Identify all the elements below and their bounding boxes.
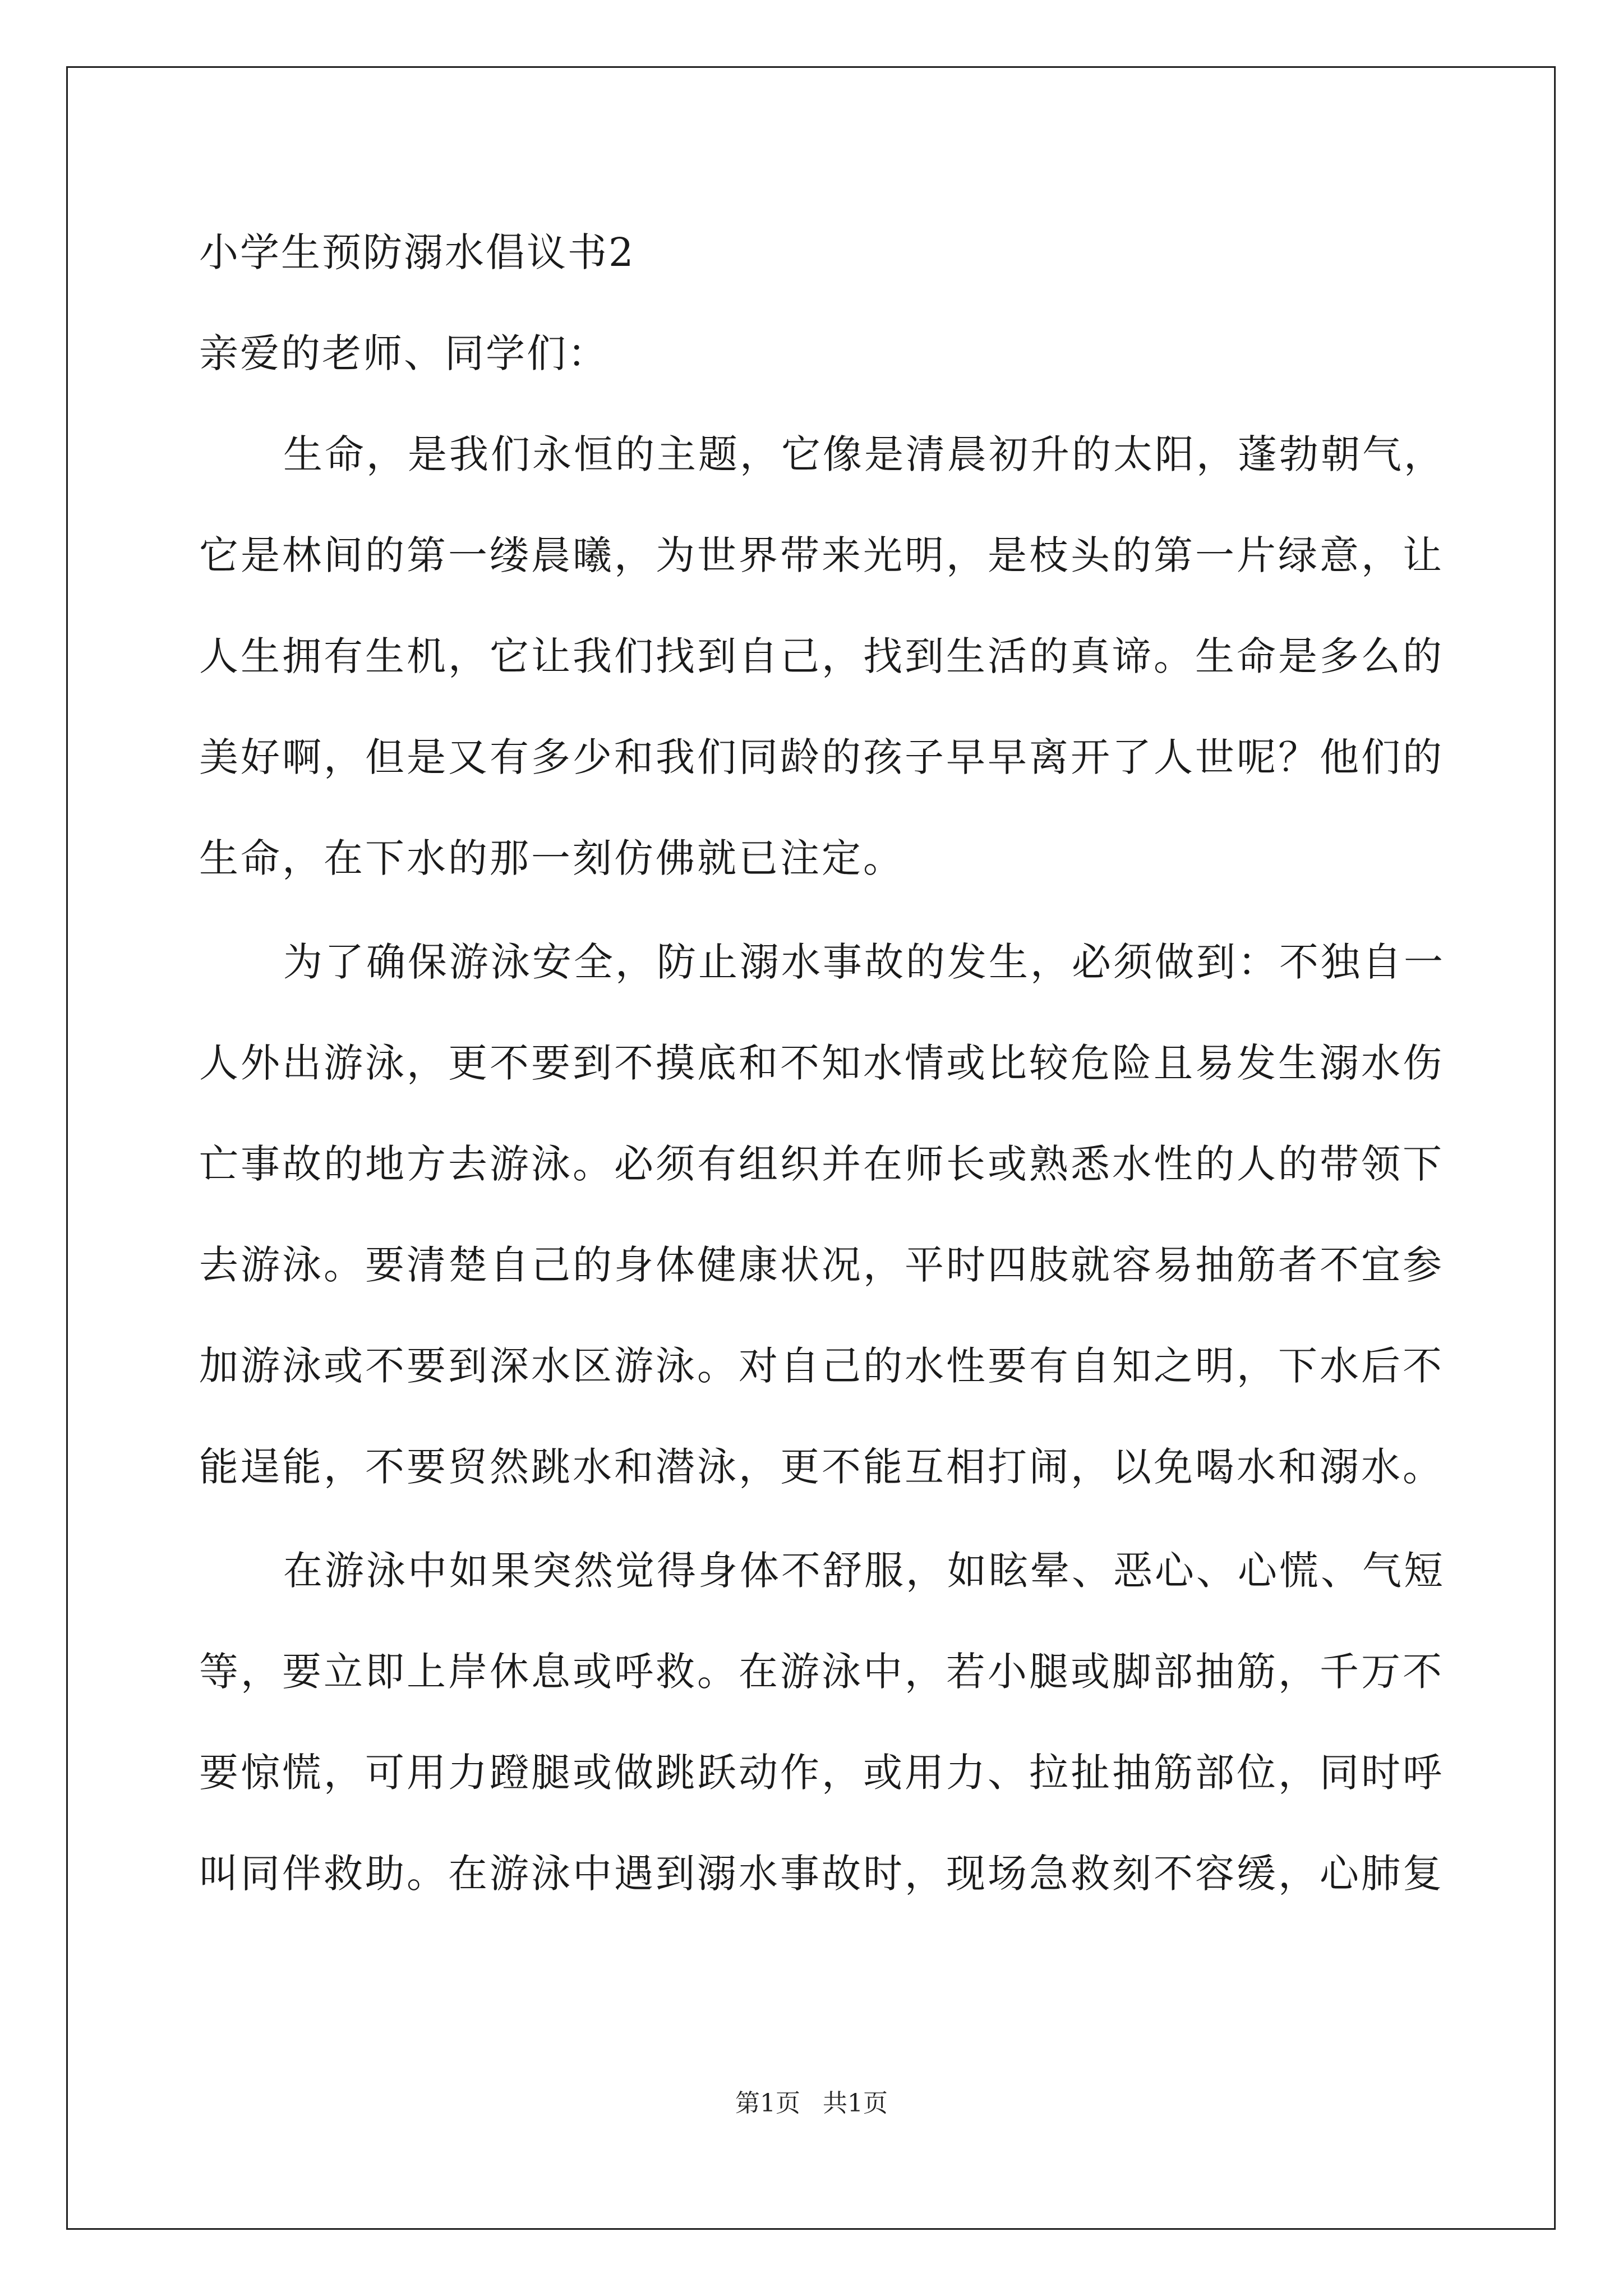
paragraph-2-line-3: 亡事故的地方去游泳。必须有组织并在师长或熟悉水性的人的带领下 (199, 1141, 1444, 1187)
paragraph-2-line-6: 能逞能，不要贸然跳水和潜泳，更不能互相打闹，以免喝水和溺水。 (199, 1444, 1444, 1490)
paragraph-2-line-5: 加游泳或不要到深水区游泳。对自己的水性要有自知之明，下水后不 (199, 1343, 1444, 1389)
paragraph-1-line-5: 生命，在下水的那一刻仿佛就已注定。 (199, 835, 905, 881)
page-footer (0, 2087, 1623, 2120)
salutation: 亲爱的老师、同学们： (199, 330, 608, 376)
paragraph-2-line-1: 为了确保游泳安全，防止溺水事故的发生，必须做到：不独自一 (283, 939, 1445, 985)
paragraph-3-line-3: 要惊慌，可用力蹬腿或做跳跃动作，或用力、拉扯抽筋部位，同时呼 (199, 1750, 1444, 1796)
page-number-total: 共1页 (823, 2089, 888, 2118)
paragraph-2-line-2: 人外出游泳，更不要到不摸底和不知水情或比较危险且易发生溺水伤 (199, 1040, 1444, 1086)
page-number-current: 第1页 (735, 2089, 800, 2118)
document-title: 小学生预防溺水倡议书2 (199, 229, 635, 275)
paragraph-1-line-1: 生命，是我们永恒的主题，它像是清晨初升的太阳，蓬勃朝气， (283, 431, 1445, 477)
paragraph-3-line-4: 叫同伴救助。在游泳中遇到溺水事故时，现场急救刻不容缓，心肺复 (199, 1851, 1444, 1897)
paragraph-2-line-4: 去游泳。要清楚自己的身体健康状况，平时四肢就容易抽筋者不宜参 (199, 1242, 1444, 1288)
paragraph-3-line-2: 等，要立即上岸休息或呼救。在游泳中，若小腿或脚部抽筋，千万不 (199, 1649, 1444, 1695)
paragraph-3-line-1: 在游泳中如果突然觉得身体不舒服，如眩晕、恶心、心慌、气短 (283, 1548, 1445, 1594)
paragraph-1-line-3: 人生拥有生机，它让我们找到自己，找到生活的真谛。生命是多么的 (199, 633, 1444, 679)
paragraph-1-line-2: 它是林间的第一缕晨曦，为世界带来光明，是枝头的第一片绿意，让 (199, 532, 1444, 578)
paragraph-1-line-4: 美好啊，但是又有多少和我们同龄的孩子早早离开了人世呢？他们的 (199, 734, 1444, 780)
